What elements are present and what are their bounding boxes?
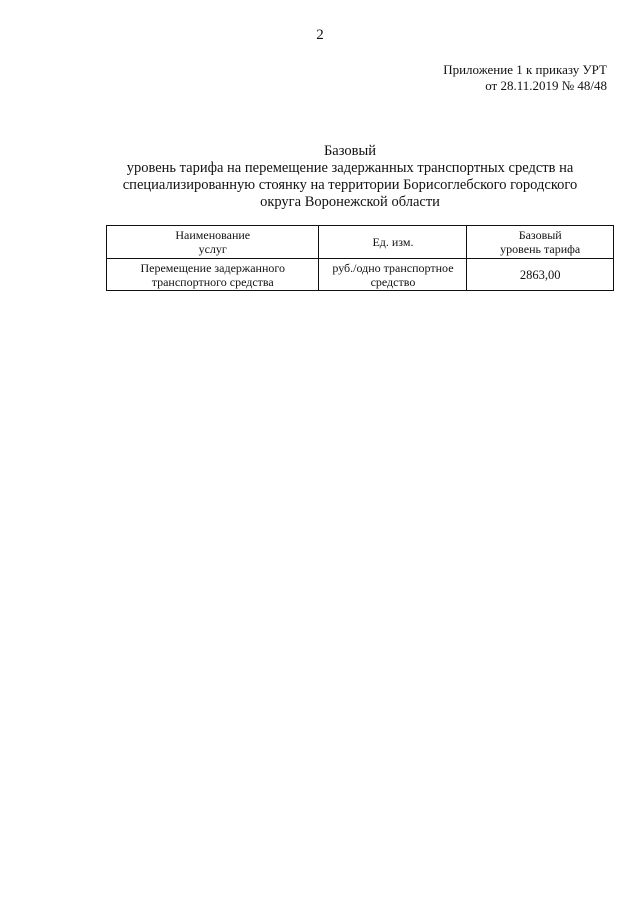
appendix-line: Приложение 1 к приказу УРТ [443,62,607,77]
table-row [107,259,614,291]
table-header-row [107,226,614,259]
tariff-table [106,225,614,291]
document-title [0,143,640,211]
page-number: 2 [316,27,324,43]
title-line: округа Воронежской области [260,194,440,210]
appendix-date-number: от 28.11.2019 № 48/48 [485,78,607,93]
title-line: специализированную стоянку на территории Борисоглебского городского [122,177,578,193]
header-unit: Ед. изм. [319,226,467,259]
cell-unit: руб./одно транспортное средство [319,259,467,291]
header-service-name: Наименование услуг [107,226,319,259]
cell-tariff-value: 2863,00 [467,259,614,291]
appendix-reference [443,62,607,94]
cell-service-name: Перемещение задержанного транспортного средства [107,259,319,291]
header-tariff-level: Базовый уровень тарифа [467,226,614,259]
title-line: Базовый [323,143,376,159]
title-line: уровень тарифа на перемещение задержанных транспортных средств на [126,160,574,176]
